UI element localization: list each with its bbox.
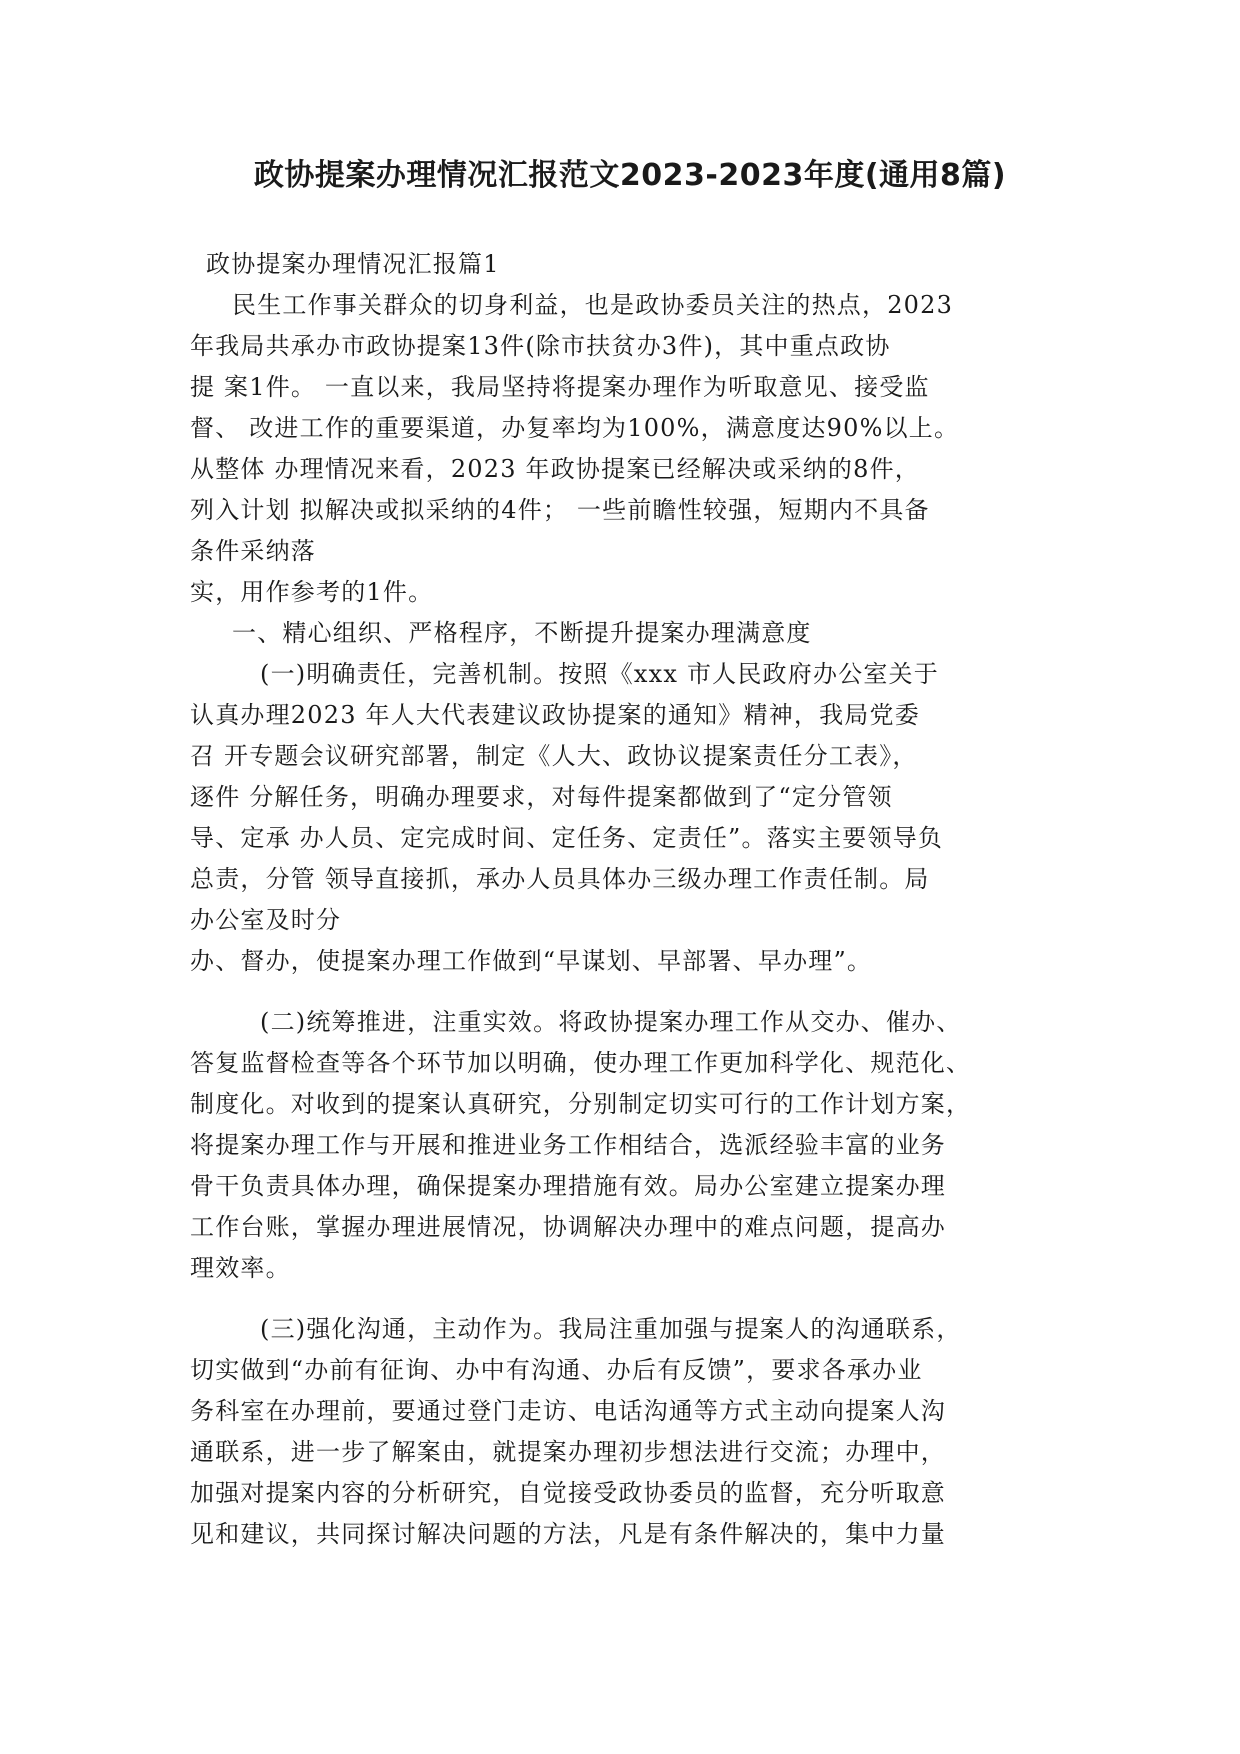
text-line: 实，用作参考的1件。 [190, 578, 434, 606]
text-line: 召 开专题会议研究部署，制定《人大、政协议提案责任分工表》， [190, 742, 918, 770]
text-line: 答复监督检查等各个环节加以明确，使办理工作更加科学化、规范化、 [190, 1049, 972, 1077]
text-line: 制度化。对收到的提案认真研究，分别制定切实可行的工作计划方案， [190, 1090, 972, 1118]
text-line: 条件采纳落 [190, 537, 316, 565]
subheading-1 [190, 613, 1070, 654]
text-line: 提 案1件。 一直以来，我局坚持将提案办理作为听取意见、接受监 [190, 373, 930, 401]
paragraph-1 [190, 285, 1070, 613]
text-line: 总责，分管 领导直接抓，承办人员具体办三级办理工作责任制。局 [190, 865, 930, 893]
text-line: 骨干负责具体办理，确保提案办理措施有效。局办公室建立提案办理 [190, 1172, 946, 1200]
paragraph-4 [190, 1309, 1070, 1555]
text-line: 加强对提案内容的分析研究，自觉接受政协委员的监督，充分听取意 [190, 1479, 946, 1507]
text-line: (二)统筹推进，注重实效。将政协提案办理工作从交办、催办、 [260, 1008, 962, 1036]
document-body [190, 244, 1070, 1555]
text-line: 列入计划 拟解决或拟采纳的4件； 一些前瞻性较强，短期内不具备 [190, 496, 930, 524]
text-line: 将提案办理工作与开展和推进业务工作相结合，选派经验丰富的业务 [190, 1131, 946, 1159]
text-line: 认真办理2023 年人大代表建议政协提案的通知》精神，我局党委 [190, 701, 920, 729]
text-line: 见和建议，共同探讨解决问题的方法，凡是有条件解决的，集中力量 [190, 1520, 946, 1548]
text-line: 切实做到“办前有征询、办中有沟通、办后有反馈”，要求各承办业 [190, 1356, 923, 1384]
text-line: 办、督办，使提案办理工作做到“早谋划、早部署、早办理”。 [190, 947, 873, 975]
paragraph-gap [190, 1289, 1070, 1309]
text-line: 督、 改进工作的重要渠道，办复率均为100%，满意度达90%以上。 [190, 414, 960, 442]
text-line: 理效率。 [190, 1254, 291, 1282]
text-line: 办公室及时分 [190, 906, 342, 934]
document-title: 政协提案办理情况汇报范文2023-2023年度(通用8篇) [253, 158, 1007, 193]
text-line: 通联系，进一步了解案由，就提案办理初步想法进行交流；办理中， [190, 1438, 946, 1466]
paragraph-gap [190, 982, 1070, 1002]
text-line: 导、定承 办人员、定完成时间、定任务、定责任”。落实主要领导负 [190, 824, 944, 852]
paragraph-3 [190, 1002, 1070, 1289]
section-heading: 政协提案办理情况汇报篇1 [206, 250, 500, 278]
paragraph-2 [190, 654, 1070, 982]
text-line: 从整体 办理情况来看，2023 年政协提案已经解决或采纳的8件， [190, 455, 921, 483]
text-line: 年我局共承办市政协提案13件(除市扶贫办3件)，其中重点政协 [190, 332, 891, 360]
text-line: 务科室在办理前，要通过登门走访、电话沟通等方式主动向提案人沟 [190, 1397, 946, 1425]
text-line: 工作台账，掌握办理进展情况，协调解决办理中的难点问题，提高办 [190, 1213, 946, 1241]
text-line: (一)明确责任，完善机制。按照《xxx 市人民政府办公室关于 [260, 660, 939, 688]
text-line: 逐件 分解任务，明确办理要求，对每件提案都做到了“定分管领 [190, 783, 893, 811]
text-line: (三)强化沟通，主动作为。我局注重加强与提案人的沟通联系， [260, 1315, 962, 1343]
text-line: 民生工作事关群众的切身利益，也是政协委员关注的热点，2023 [232, 291, 954, 319]
text-line: 一、精心组织、严格程序，不断提升提案办理满意度 [232, 619, 812, 647]
